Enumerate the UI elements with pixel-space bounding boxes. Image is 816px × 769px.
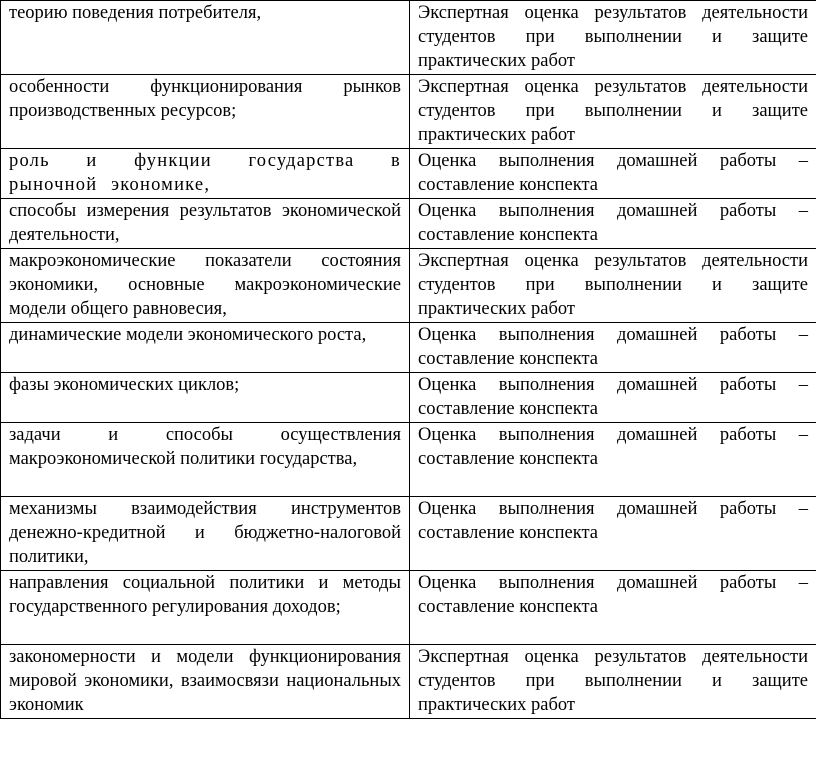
topic-text: особенности функционирования рынков производственных ресурсов; xyxy=(9,76,401,121)
assessment-cell xyxy=(410,148,816,198)
assessment-text: Экспертная оценка результатов деятельности студентов при выполнении и защите практических работ xyxy=(418,646,808,716)
assessment-cell xyxy=(410,248,816,322)
topic-cell xyxy=(1,644,410,718)
assessment-cell xyxy=(410,322,816,372)
assessment-text: Оценка выполнения домашней работы – составление конспекта xyxy=(418,424,808,469)
topic-cell xyxy=(1,422,410,496)
topic-text: закономерности и модели функционирования мировой экономики, взаимосвязи национальных экономик xyxy=(9,646,401,716)
assessment-cell xyxy=(410,74,816,148)
table-row xyxy=(1,422,816,496)
topic-cell xyxy=(1,372,410,422)
topic-cell xyxy=(1,322,410,372)
assessment-text: Оценка выполнения домашней работы – составление конспекта xyxy=(418,498,808,543)
table-row xyxy=(1,322,816,372)
table-row xyxy=(1,248,816,322)
table-row xyxy=(1,570,816,644)
topic-text: динамические модели экономического роста, xyxy=(9,324,367,345)
assessment-text: Оценка выполнения домашней работы – составление конспекта xyxy=(418,150,808,195)
topic-cell xyxy=(1,1,410,75)
assessment-cell xyxy=(410,372,816,422)
assessment-text: Оценка выполнения домашней работы – составление конспекта xyxy=(418,572,808,617)
topic-cell xyxy=(1,570,410,644)
topic-text: теорию поведения потребителя, xyxy=(9,3,262,23)
topic-text: макроэкономические показатели состояния экономики, основные макроэкономические модели общего равновесия, xyxy=(9,250,401,320)
table-row xyxy=(1,148,816,198)
table-row xyxy=(1,496,816,570)
topic-text: задачи и способы осуществления макроэкономической политики государства, xyxy=(9,424,401,469)
topic-text: фазы экономических циклов; xyxy=(9,374,240,395)
topic-cell xyxy=(1,148,410,198)
topic-text: способы измерения результатов экономической деятельности, xyxy=(9,200,401,245)
table-row xyxy=(1,74,816,148)
assessment-cell xyxy=(410,496,816,570)
table-row xyxy=(1,1,816,75)
topic-cell xyxy=(1,496,410,570)
table-row xyxy=(1,372,816,422)
assessment-cell xyxy=(410,1,816,75)
topic-text: направления социальной политики и методы государственного регулирования доходов; xyxy=(9,572,401,617)
assessment-cell xyxy=(410,198,816,248)
topic-text: механизмы взаимодействия инструментов денежно-кредитной и бюджетно-налоговой политики, xyxy=(9,498,401,568)
assessment-cell xyxy=(410,644,816,718)
topic-cell xyxy=(1,198,410,248)
assessment-text: Экспертная оценка результатов деятельности студентов при выполнении и защите практических работ xyxy=(418,250,808,320)
assessment-text: Оценка выполнения домашней работы – составление конспекта xyxy=(418,374,808,419)
assessment-cell xyxy=(410,570,816,644)
table-row xyxy=(1,644,816,718)
table-row xyxy=(1,198,816,248)
assessment-text: Экспертная оценка результатов деятельности студентов при выполнении и защите практических работ xyxy=(418,76,808,146)
topic-cell xyxy=(1,248,410,322)
assessment-text: Экспертная оценка результатов деятельности студентов при выполнении и защите практических работ xyxy=(418,3,808,72)
assessment-text: Оценка выполнения домашней работы – составление конспекта xyxy=(418,324,808,369)
topic-text: роль и функции государства в рыночной экономике, xyxy=(9,150,401,195)
assessment-text: Оценка выполнения домашней работы – составление конспекта xyxy=(418,200,808,245)
topic-cell xyxy=(1,74,410,148)
assessment-cell xyxy=(410,422,816,496)
